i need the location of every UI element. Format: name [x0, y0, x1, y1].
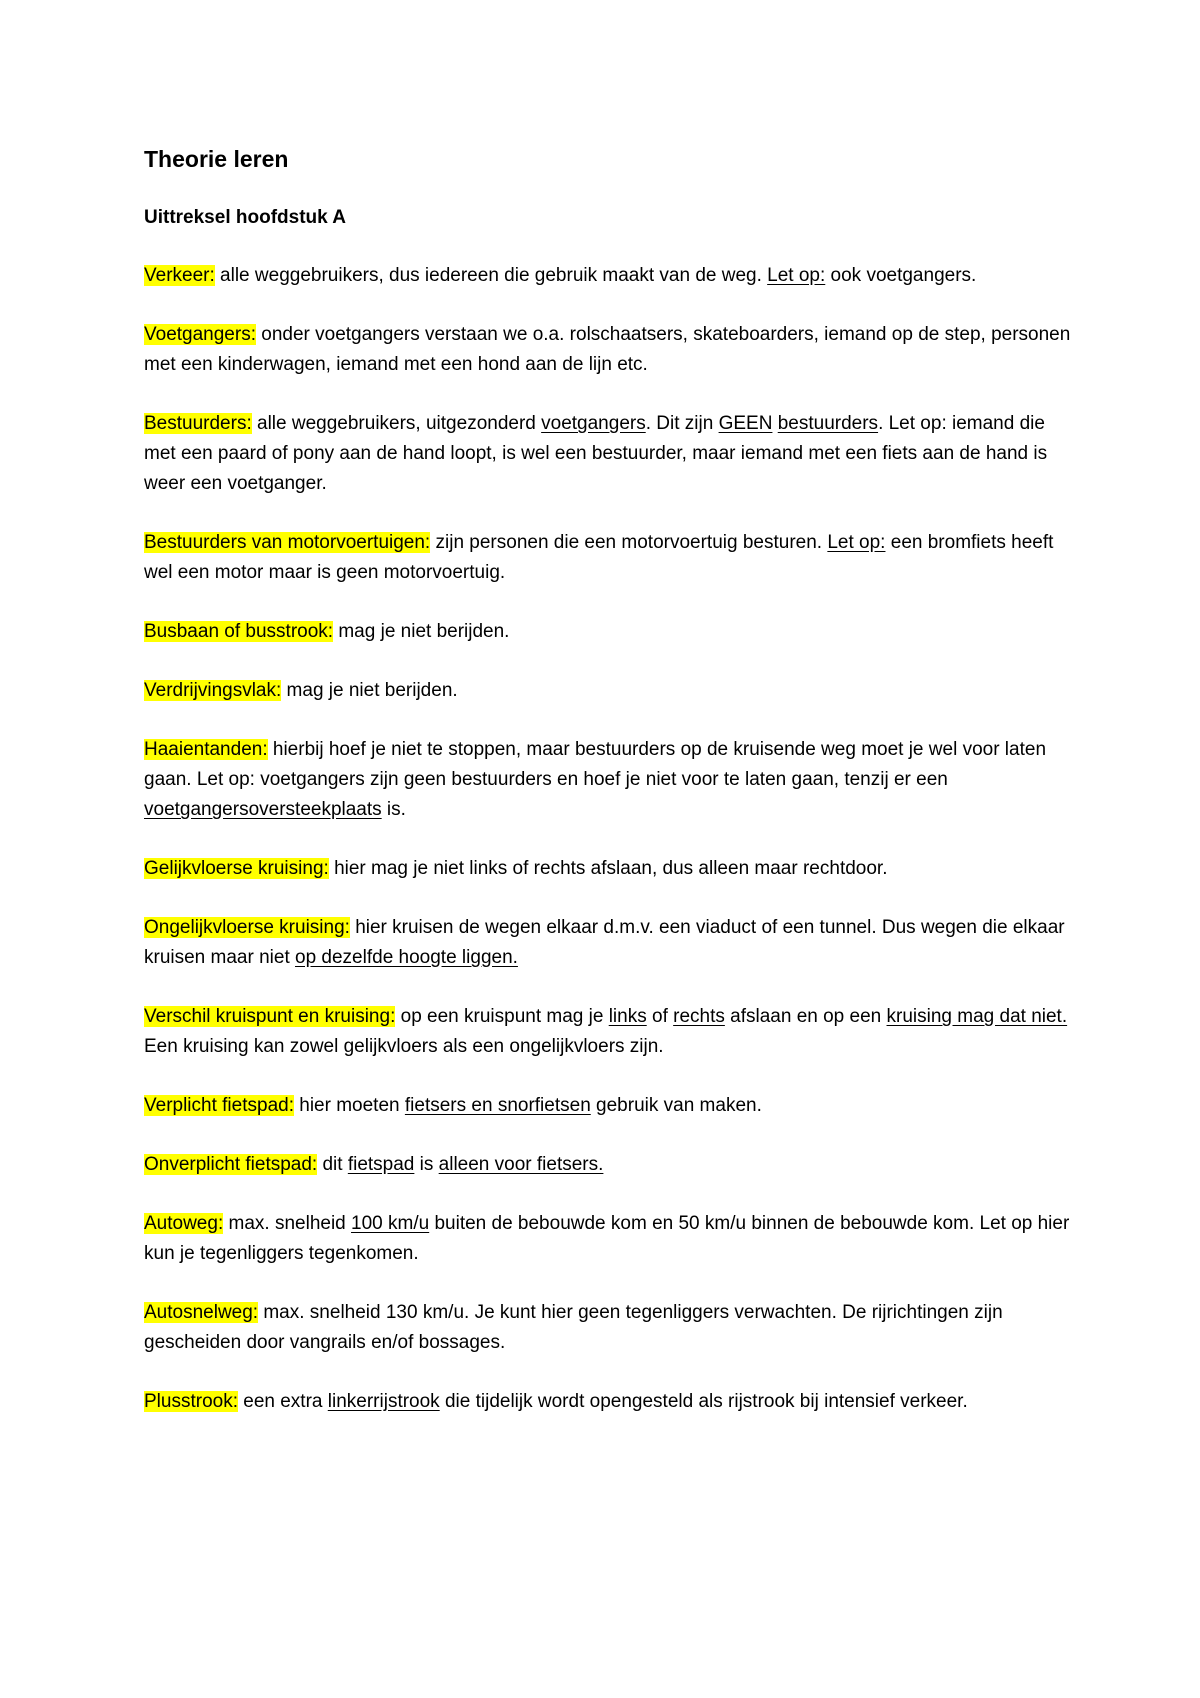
definition-entry — [144, 409, 1074, 499]
definition-entry — [144, 735, 1074, 825]
page-subtitle: Uittreksel hoofdstuk A — [144, 207, 346, 228]
underlined-text: GEEN — [718, 413, 773, 434]
underlined-text: bestuurders — [777, 413, 879, 434]
definition-entry — [144, 1298, 1074, 1358]
page-title: Theorie leren — [144, 146, 289, 172]
underlined-text: kruising mag dat niet. — [886, 1006, 1068, 1027]
underlined-text: rechts — [673, 1006, 725, 1027]
definition-text: die tijdelijk wordt opengesteld als rijstrook bij intensief verkeer. — [439, 1391, 968, 1412]
definition-entry — [144, 528, 1074, 588]
definition-text: max. snelheid — [223, 1213, 352, 1234]
highlighted-term: Plusstrook: — [144, 1391, 238, 1412]
definition-entry — [144, 1091, 1074, 1121]
underlined-text: linkerrijstrook — [327, 1391, 440, 1412]
underlined-text: 100 km/u — [351, 1213, 430, 1234]
definition-text: onder voetgangers verstaan we o.a. rolschaatsers, skateboarders, iemand op de step, personen met een kinderwagen, iemand met een hond aan de lijn etc. — [144, 324, 1071, 375]
underlined-text: Let op: — [827, 532, 886, 553]
highlighted-term: Verdrijvingsvlak: — [144, 680, 282, 701]
underlined-text: fietsers en snorfietsen — [404, 1095, 591, 1116]
definition-text: hier mag je niet links of rechts afslaan, dus alleen maar rechtdoor. — [328, 858, 888, 879]
definition-text: max. snelheid 130 km/u. Je kunt hier geen tegenliggers verwachten. De rijrichtingen zijn gescheiden door vangrails en/of bossages. — [144, 1302, 1003, 1353]
definition-text: gebruik van maken. — [590, 1095, 762, 1116]
definition-text: alle weggebruikers, dus iedereen die gebruik maakt van de weg. — [214, 265, 768, 286]
definition-text: op een kruispunt mag je — [395, 1006, 609, 1027]
definition-entry — [144, 261, 1074, 291]
highlighted-term: Onverplicht fietspad: — [144, 1154, 318, 1175]
highlighted-term: Verplicht fietspad: — [144, 1095, 294, 1116]
definition-text: dit — [317, 1154, 348, 1175]
highlighted-term: Busbaan of busstrook: — [144, 621, 334, 642]
definition-text: is. — [381, 799, 406, 820]
highlighted-term: Gelijkvloerse kruising: — [144, 858, 329, 879]
definition-text: hierbij hoef je niet te stoppen, maar bestuurders op de kruisende weg moet je wel voor laten gaan. Let op: voetgangers zijn geen bestuurders en hoef je niet voor te laten gaan, tenzij er een — [144, 739, 1047, 790]
definition-text: een bromfiets heeft wel een motor maar is geen motorvoertuig. — [144, 532, 1054, 583]
highlighted-term: Bestuurders van motorvoertuigen: — [144, 532, 431, 553]
definition-entry — [144, 1387, 1074, 1417]
underlined-text: alleen voor fietsers. — [438, 1154, 604, 1175]
definition-entry — [144, 913, 1074, 973]
highlighted-term: Autosnelweg: — [144, 1302, 259, 1323]
definition-entry — [144, 854, 1074, 884]
highlighted-term: Verkeer: — [144, 265, 215, 286]
definition-text: is — [414, 1154, 439, 1175]
definition-text: afslaan en op een — [724, 1006, 887, 1027]
definition-text: ook voetgangers. — [825, 265, 977, 286]
definition-text: zijn personen die een motorvoertuig besturen. — [430, 532, 828, 553]
definition-text: hier moeten — [293, 1095, 405, 1116]
definition-text: mag je niet berijden. — [333, 621, 510, 642]
highlighted-term: Ongelijkvloerse kruising: — [144, 917, 350, 938]
definition-entry — [144, 617, 1074, 647]
definition-entry — [144, 320, 1074, 380]
definition-entry — [144, 1209, 1074, 1269]
highlighted-term: Bestuurders: — [144, 413, 252, 434]
highlighted-term: Verschil kruispunt en kruising: — [144, 1006, 396, 1027]
underlined-text: op dezelfde hoogte liggen. — [295, 947, 518, 968]
underlined-text: Let op: — [767, 265, 826, 286]
definition-entry — [144, 1150, 1074, 1180]
definition-entry — [144, 676, 1074, 706]
highlighted-term: Haaientanden: — [144, 739, 268, 760]
definition-text: of — [646, 1006, 674, 1027]
underlined-text: links — [608, 1006, 647, 1027]
definition-text: buiten de bebouwde kom en 50 km/u binnen de bebouwde kom. Let op hier kun je tegenliggers tegenkomen. — [144, 1213, 1070, 1264]
definition-text: hier kruisen de wegen elkaar d.m.v. een viaduct of een tunnel. Dus wegen die elkaar kruisen maar niet — [144, 917, 1065, 968]
definition-text: Een kruising kan zowel gelijkvloers als een ongelijkvloers zijn. — [144, 1036, 664, 1057]
definition-entry — [144, 1002, 1074, 1062]
highlighted-term: Voetgangers: — [144, 324, 256, 345]
definition-text: . Let op: iemand die met een paard of pony aan de hand loopt, is wel een bestuurder, maar iemand met een fiets aan de hand is weer een voetganger. — [144, 413, 1048, 494]
underlined-text: voetgangersoversteekplaats — [144, 799, 382, 820]
underlined-text: voetgangers — [541, 413, 646, 434]
highlighted-term: Autoweg: — [144, 1213, 224, 1234]
definition-text: alle weggebruikers, uitgezonderd — [251, 413, 542, 434]
underlined-text: fietspad — [347, 1154, 415, 1175]
definition-text: . Dit zijn — [645, 413, 719, 434]
definition-text: een extra — [237, 1391, 328, 1412]
definition-list — [144, 261, 1080, 1417]
definition-text: mag je niet berijden. — [281, 680, 458, 701]
